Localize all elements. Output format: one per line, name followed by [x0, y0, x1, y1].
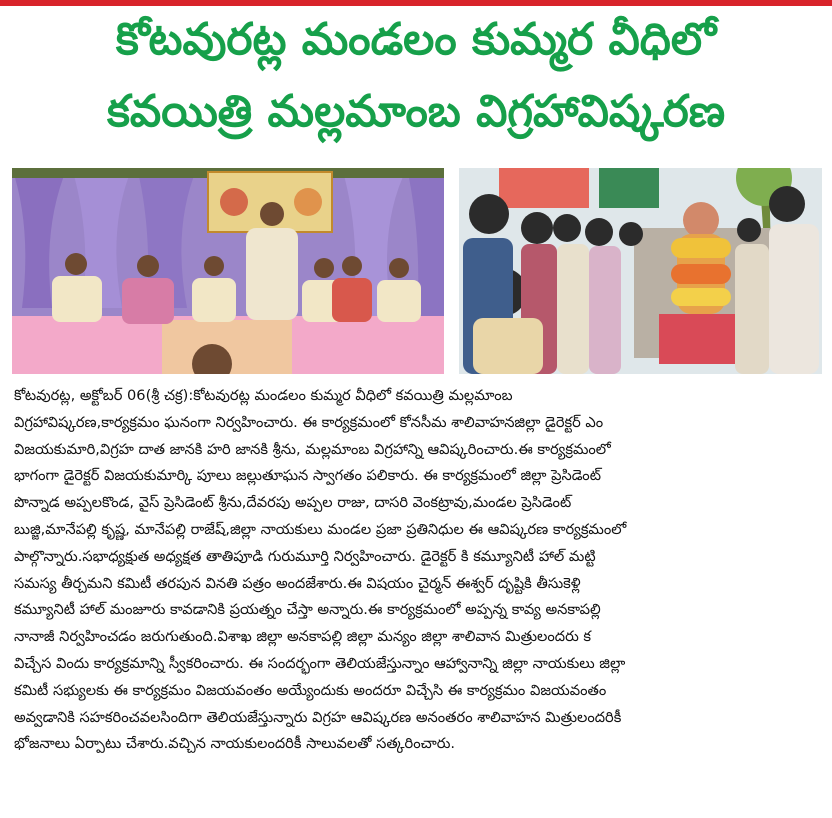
top-accent-bar: [0, 0, 832, 6]
event-stage-photo: [12, 168, 444, 374]
headline-line-2: కవయిత్రి మల్లమాంబ విగ్రహావిష్కరణ: [106, 86, 726, 137]
statue-unveiling-illustration: [459, 168, 822, 374]
statue-unveiling-photo: [459, 168, 822, 374]
article-body: కోటవురట్ల, అక్టోబర్ 06(శ్రీ చక్ర):కోటవురట్ల మండలం కుమ్మర వీధిలో కవయిత్రి మల్లమాంబ విగ్రహావిష్కరణ,కార్యక్రమం ఘనంగా నిర్వహించారు. ఈ కార్యక్రమంలో కోనసీమ శాలివాహనజిల్లా డైరెక్టర్ ఎం విజయకుమారి,విగ్రహ దాత జానకి హరి జానకి శ్రీను, మల్లమాంబ విగ్రహాన్ని ఆవిష్కరించారు.ఈ కార్యక్రమంలో భాగంగా డైరెక్టర్ విజయకుమార్కి పూలు జల్లుతూఘన స్వాగతం పలికారు. ఈ కార్యక్రమంలో జిల్లా ప్రెసిడెంట్ పొన్నాడ అప్పలకొండ, వైస్ ప్రెసిడెంట్ శ్రీను,దేవరపు అప్పల రాజు, దాసరి వెంకట్రావు,మండల ప్రెసిడెంట్ బుజ్జి,మానేపల్లి కృష్ణ, మానేపల్లి రాజేష్,జిల్లా నాయకులు మండల ప్రజా ప్రతినిధుల ఈ ఆవిష్కరణ కార్యక్రమంలో పాల్గొన్నారు.సభాధ్యక్షుత అధ్యక్షత తాతిపూడి గురుమూర్తి నిర్వహించారు. డైరెక్టర్ కి కమ్యూనిటీ హాల్ మట్టి సమస్య తీర్చమని కమిటీ తరపున వినతి పత్రం అందజేశారు.ఈ విషయం చైర్మన్ ఈశ్వర్ దృష్టికి తీసుకెళ్లి కమ్యూనిటీ హాల్ మంజూరు కావడానికి ప్రయత్నం చేస్తా అన్నారు.ఈ కార్యక్రమంలో అప్పన్న కావ్య అనకాపల్లి నానాజీ నిర్వహించడం జరుగుతుంది.విశాఖ జిల్లా అనకాపల్లి జిల్లా మన్యం జిల్లా శాలివాన మిత్రులందరు క విచ్చేస విందు కార్యక్రమాన్ని స్వీకరించారు. ఈ సందర్భంగా తెలియజేస్తున్నాం ఆహ్వానాన్ని జిల్లా నాయకులు జిల్లా కమిటీ సభ్యులకు ఈ కార్యక్రమం విజయవంతం అయ్యేందుకు అందరూ విచ్చేసి ఈ కార్యక్రమం విజయవంతం అవ్వడానికి సహకరించవలసిందిగా తెలియజేస్తున్నారు విగ్రహ ఆవిష్కరణ అనంతరం శాలివాహన మిత్రులందరికీ భోజనాలు ఏర్పాటు చేశారు.వచ్చిన నాయకులందరికీ సాలువలతో సత్కరించారు.: [14, 387, 627, 753]
event-stage-illustration: [12, 168, 444, 374]
headline-line-1: కోటవురట్ల మండలం కుమ్మర వీధిలో: [115, 14, 717, 65]
